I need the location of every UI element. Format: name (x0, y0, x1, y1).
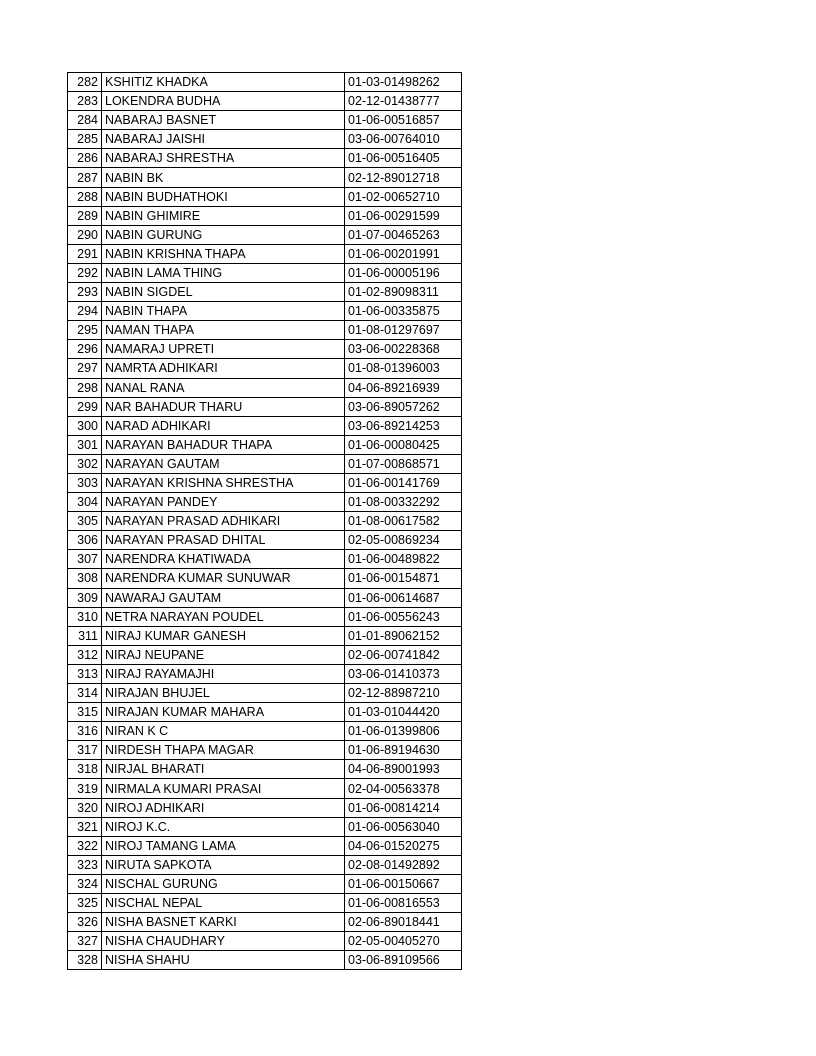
row-number: 283 (68, 92, 102, 111)
table-row (68, 493, 462, 512)
person-name: NAR BAHADUR THARU (102, 397, 345, 416)
row-number: 327 (68, 932, 102, 951)
row-number: 324 (68, 874, 102, 893)
table-row (68, 531, 462, 550)
registration-number: 03-06-89057262 (345, 397, 462, 416)
table-row (68, 664, 462, 683)
registration-number: 01-06-00816553 (345, 894, 462, 913)
row-number: 311 (68, 626, 102, 645)
row-number: 301 (68, 435, 102, 454)
registration-number: 01-06-00154871 (345, 569, 462, 588)
table-row (68, 130, 462, 149)
table-row (68, 741, 462, 760)
row-number: 320 (68, 798, 102, 817)
registration-number: 01-08-01297697 (345, 321, 462, 340)
table-row (68, 932, 462, 951)
registration-number: 01-03-01044420 (345, 703, 462, 722)
row-number: 319 (68, 779, 102, 798)
registration-number: 04-06-01520275 (345, 836, 462, 855)
roster-body (68, 73, 462, 970)
registration-number: 02-06-00741842 (345, 645, 462, 664)
registration-number: 01-06-00335875 (345, 302, 462, 321)
row-number: 314 (68, 684, 102, 703)
person-name: NIRAJ KUMAR GANESH (102, 626, 345, 645)
registration-number: 02-12-01438777 (345, 92, 462, 111)
row-number: 317 (68, 741, 102, 760)
registration-number: 01-06-89194630 (345, 741, 462, 760)
registration-number: 02-05-00405270 (345, 932, 462, 951)
person-name: NARAYAN GAUTAM (102, 454, 345, 473)
row-number: 296 (68, 340, 102, 359)
registration-number: 01-06-00005196 (345, 263, 462, 282)
person-name: NARENDRA KHATIWADA (102, 550, 345, 569)
person-name: NIRJAL BHARATI (102, 760, 345, 779)
registration-number: 01-06-00080425 (345, 435, 462, 454)
registration-number: 01-06-00516857 (345, 111, 462, 130)
registration-number: 01-06-00201991 (345, 244, 462, 263)
registration-number: 03-06-89214253 (345, 416, 462, 435)
row-number: 326 (68, 913, 102, 932)
registration-number: 03-06-00228368 (345, 340, 462, 359)
registration-number: 04-06-89216939 (345, 378, 462, 397)
roster-table (67, 72, 462, 970)
registration-number: 01-08-00332292 (345, 493, 462, 512)
table-row (68, 454, 462, 473)
table-row (68, 225, 462, 244)
table-row (68, 435, 462, 454)
person-name: NIRAJ RAYAMAJHI (102, 664, 345, 683)
registration-number: 01-08-00617582 (345, 512, 462, 531)
person-name: NABIN GHIMIRE (102, 206, 345, 225)
person-name: KSHITIZ KHADKA (102, 73, 345, 92)
person-name: NABIN SIGDEL (102, 283, 345, 302)
person-name: NISHA BASNET KARKI (102, 913, 345, 932)
person-name: NIRUTA SAPKOTA (102, 855, 345, 874)
registration-number: 01-06-00556243 (345, 607, 462, 626)
row-number: 294 (68, 302, 102, 321)
person-name: NABARAJ JAISHI (102, 130, 345, 149)
person-name: NIROJ K.C. (102, 817, 345, 836)
row-number: 316 (68, 722, 102, 741)
person-name: NABIN BK (102, 168, 345, 187)
registration-number: 02-12-88987210 (345, 684, 462, 703)
person-name: NABIN LAMA THING (102, 263, 345, 282)
table-row (68, 817, 462, 836)
person-name: NISHA CHAUDHARY (102, 932, 345, 951)
table-row (68, 913, 462, 932)
table-row (68, 359, 462, 378)
registration-number: 01-08-01396003 (345, 359, 462, 378)
row-number: 315 (68, 703, 102, 722)
row-number: 295 (68, 321, 102, 340)
person-name: NARAYAN KRISHNA SHRESTHA (102, 473, 345, 492)
person-name: NIRAJAN KUMAR MAHARA (102, 703, 345, 722)
table-row (68, 512, 462, 531)
table-row (68, 206, 462, 225)
person-name: NAMARAJ UPRETI (102, 340, 345, 359)
row-number: 290 (68, 225, 102, 244)
registration-number: 01-06-01399806 (345, 722, 462, 741)
row-number: 309 (68, 588, 102, 607)
table-row (68, 302, 462, 321)
row-number: 291 (68, 244, 102, 263)
person-name: NARAD ADHIKARI (102, 416, 345, 435)
registration-number: 03-06-89109566 (345, 951, 462, 970)
person-name: NARAYAN PRASAD ADHIKARI (102, 512, 345, 531)
person-name: LOKENDRA BUDHA (102, 92, 345, 111)
table-row (68, 473, 462, 492)
table-row (68, 321, 462, 340)
registration-number: 01-02-00652710 (345, 187, 462, 206)
row-number: 284 (68, 111, 102, 130)
person-name: NARENDRA KUMAR SUNUWAR (102, 569, 345, 588)
person-name: NIRMALA KUMARI PRASAI (102, 779, 345, 798)
person-name: NAMRTA ADHIKARI (102, 359, 345, 378)
table-row (68, 168, 462, 187)
row-number: 322 (68, 836, 102, 855)
registration-number: 01-01-89062152 (345, 626, 462, 645)
table-row (68, 588, 462, 607)
row-number: 312 (68, 645, 102, 664)
person-name: NABIN BUDHATHOKI (102, 187, 345, 206)
registration-number: 04-06-89001993 (345, 760, 462, 779)
person-name: NIRAJAN BHUJEL (102, 684, 345, 703)
registration-number: 03-06-01410373 (345, 664, 462, 683)
registration-number: 01-06-00814214 (345, 798, 462, 817)
person-name: NIRAN K C (102, 722, 345, 741)
row-number: 297 (68, 359, 102, 378)
table-row (68, 684, 462, 703)
table-row (68, 416, 462, 435)
table-row (68, 779, 462, 798)
person-name: NIROJ ADHIKARI (102, 798, 345, 817)
row-number: 307 (68, 550, 102, 569)
row-number: 298 (68, 378, 102, 397)
table-row (68, 378, 462, 397)
registration-number: 01-06-00150667 (345, 874, 462, 893)
table-row (68, 836, 462, 855)
row-number: 306 (68, 531, 102, 550)
row-number: 310 (68, 607, 102, 626)
table-row (68, 340, 462, 359)
person-name: NABIN GURUNG (102, 225, 345, 244)
registration-number: 03-06-00764010 (345, 130, 462, 149)
table-row (68, 550, 462, 569)
registration-number: 02-12-89012718 (345, 168, 462, 187)
registration-number: 01-03-01498262 (345, 73, 462, 92)
table-row (68, 569, 462, 588)
row-number: 289 (68, 206, 102, 225)
registration-number: 02-08-01492892 (345, 855, 462, 874)
table-row (68, 92, 462, 111)
person-name: NISCHAL NEPAL (102, 894, 345, 913)
table-row (68, 397, 462, 416)
row-number: 323 (68, 855, 102, 874)
person-name: NABIN THAPA (102, 302, 345, 321)
person-name: NETRA NARAYAN POUDEL (102, 607, 345, 626)
person-name: NIRAJ NEUPANE (102, 645, 345, 664)
table-row (68, 187, 462, 206)
row-number: 313 (68, 664, 102, 683)
table-row (68, 855, 462, 874)
registration-number: 01-07-00868571 (345, 454, 462, 473)
row-number: 302 (68, 454, 102, 473)
row-number: 325 (68, 894, 102, 913)
person-name: NARAYAN BAHADUR THAPA (102, 435, 345, 454)
table-row (68, 283, 462, 302)
row-number: 293 (68, 283, 102, 302)
table-row (68, 798, 462, 817)
row-number: 304 (68, 493, 102, 512)
row-number: 285 (68, 130, 102, 149)
person-name: NIROJ TAMANG LAMA (102, 836, 345, 855)
table-row (68, 607, 462, 626)
table-row (68, 244, 462, 263)
registration-number: 01-06-00563040 (345, 817, 462, 836)
row-number: 300 (68, 416, 102, 435)
row-number: 292 (68, 263, 102, 282)
table-row (68, 703, 462, 722)
table-row (68, 760, 462, 779)
row-number: 321 (68, 817, 102, 836)
row-number: 282 (68, 73, 102, 92)
row-number: 288 (68, 187, 102, 206)
table-row (68, 894, 462, 913)
registration-number: 01-06-00516405 (345, 149, 462, 168)
person-name: NARAYAN PRASAD DHITAL (102, 531, 345, 550)
registration-number: 02-04-00563378 (345, 779, 462, 798)
person-name: NAWARAJ GAUTAM (102, 588, 345, 607)
row-number: 308 (68, 569, 102, 588)
registration-number: 01-02-89098311 (345, 283, 462, 302)
row-number: 305 (68, 512, 102, 531)
row-number: 318 (68, 760, 102, 779)
table-row (68, 149, 462, 168)
row-number: 299 (68, 397, 102, 416)
row-number: 286 (68, 149, 102, 168)
table-row (68, 951, 462, 970)
row-number: 303 (68, 473, 102, 492)
person-name: NAMAN THAPA (102, 321, 345, 340)
table-row (68, 626, 462, 645)
person-name: NISHA SHAHU (102, 951, 345, 970)
person-name: NABIN KRISHNA THAPA (102, 244, 345, 263)
table-row (68, 111, 462, 130)
table-row (68, 874, 462, 893)
table-row (68, 263, 462, 282)
table-row (68, 722, 462, 741)
registration-number: 01-06-00291599 (345, 206, 462, 225)
registration-number: 01-06-00614687 (345, 588, 462, 607)
person-name: NIRDESH THAPA MAGAR (102, 741, 345, 760)
person-name: NANAL RANA (102, 378, 345, 397)
person-name: NARAYAN PANDEY (102, 493, 345, 512)
row-number: 328 (68, 951, 102, 970)
registration-number: 02-05-00869234 (345, 531, 462, 550)
row-number: 287 (68, 168, 102, 187)
registration-number: 02-06-89018441 (345, 913, 462, 932)
registration-number: 01-06-00489822 (345, 550, 462, 569)
table-row (68, 73, 462, 92)
person-name: NABARAJ SHRESTHA (102, 149, 345, 168)
registration-number: 01-07-00465263 (345, 225, 462, 244)
table-row (68, 645, 462, 664)
person-name: NABARAJ BASNET (102, 111, 345, 130)
registration-number: 01-06-00141769 (345, 473, 462, 492)
person-name: NISCHAL GURUNG (102, 874, 345, 893)
